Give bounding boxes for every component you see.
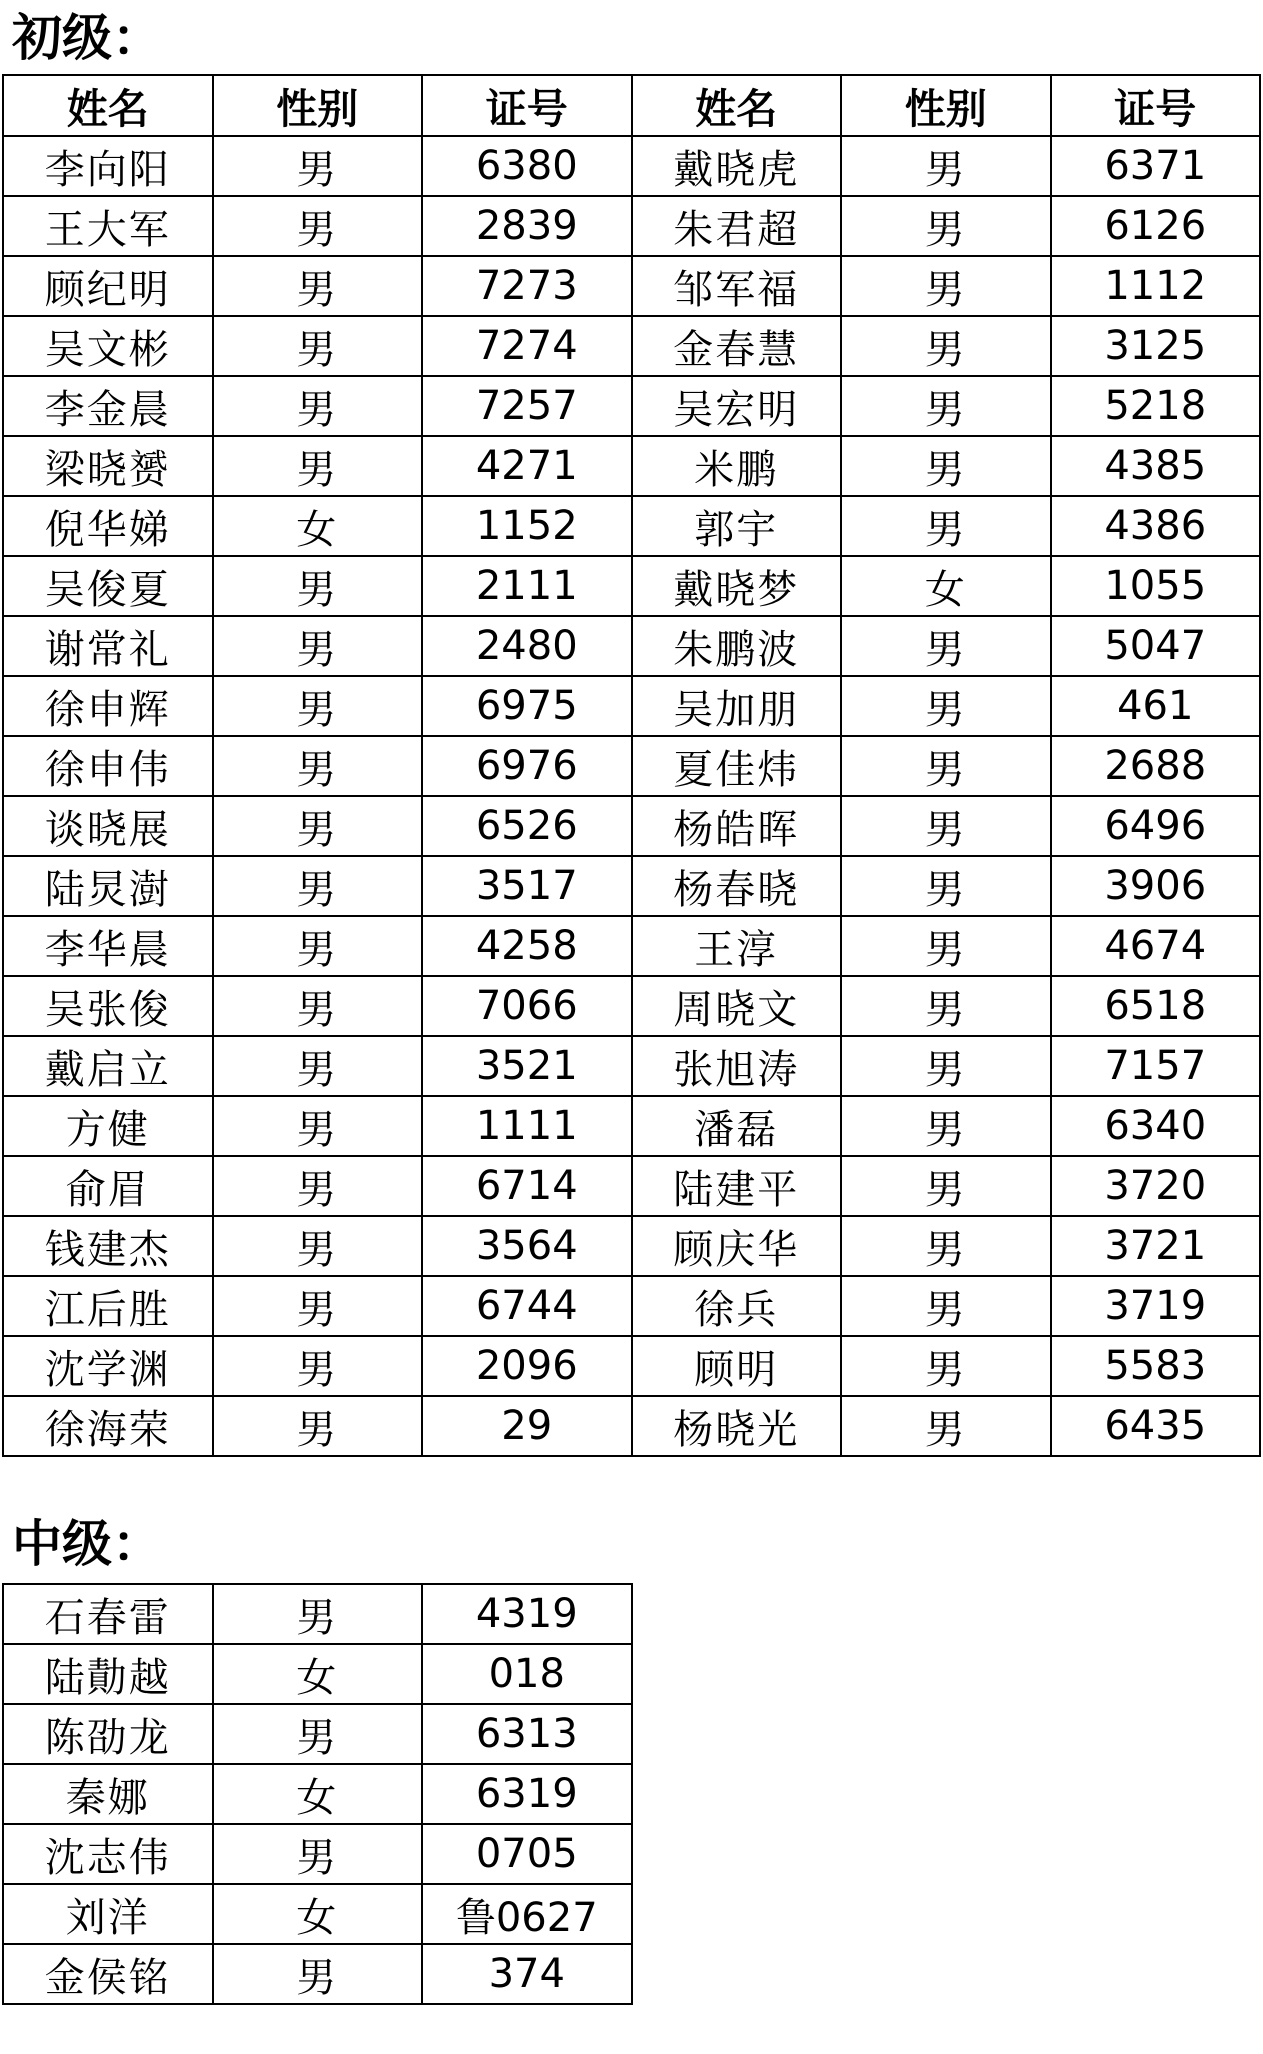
gender-cell: 男 — [213, 376, 423, 436]
name-cell: 陆建平 — [632, 1156, 842, 1216]
name-cell: 吴文彬 — [3, 316, 213, 376]
cert-no-cell: 6976 — [422, 736, 632, 796]
gender-cell: 男 — [213, 1396, 423, 1456]
table-row — [3, 1584, 632, 1644]
cert-no-cell: 6319 — [422, 1764, 632, 1824]
gender-cell: 男 — [213, 1096, 423, 1156]
gender-cell: 女 — [213, 1644, 423, 1704]
name-cell: 徐申辉 — [3, 676, 213, 736]
gender-cell: 男 — [213, 196, 423, 256]
gender-cell: 女 — [213, 1884, 423, 1944]
cert-no-cell: 3719 — [1051, 1276, 1261, 1336]
name-cell: 沈学渊 — [3, 1336, 213, 1396]
cert-no-cell: 7273 — [422, 256, 632, 316]
cert-no-cell: 1152 — [422, 496, 632, 556]
table-row — [3, 1396, 1260, 1456]
gender-cell: 男 — [213, 1036, 423, 1096]
gender-cell: 男 — [213, 1216, 423, 1276]
gender-cell: 男 — [841, 1396, 1051, 1456]
table-row — [3, 496, 1260, 556]
table-header-row — [3, 75, 1260, 136]
gender-cell: 男 — [841, 856, 1051, 916]
name-cell: 朱君超 — [632, 196, 842, 256]
name-cell: 李金晨 — [3, 376, 213, 436]
table-row — [3, 136, 1260, 196]
gender-cell: 男 — [213, 616, 423, 676]
gender-cell: 男 — [841, 136, 1051, 196]
table-row — [3, 856, 1260, 916]
table-row — [3, 436, 1260, 496]
gender-cell: 女 — [841, 556, 1051, 616]
gender-cell: 男 — [213, 916, 423, 976]
cert-no-cell: 鲁0627 — [422, 1884, 632, 1944]
cert-no-cell: 5218 — [1051, 376, 1261, 436]
table-row — [3, 1036, 1260, 1096]
primary-level-title: 初级： — [12, 9, 162, 67]
gender-cell: 男 — [841, 976, 1051, 1036]
name-cell: 沈志伟 — [3, 1824, 213, 1884]
table-row — [3, 376, 1260, 436]
header-gender: 性别 — [213, 75, 423, 136]
intermediate-level-rows — [3, 1584, 632, 2004]
gender-cell: 男 — [213, 736, 423, 796]
name-cell: 秦娜 — [3, 1764, 213, 1824]
gender-cell: 男 — [841, 676, 1051, 736]
cert-no-cell: 2111 — [422, 556, 632, 616]
name-cell: 米鹏 — [632, 436, 842, 496]
name-cell: 谈晓展 — [3, 796, 213, 856]
gender-cell: 男 — [841, 256, 1051, 316]
header-cert-no: 证号 — [1051, 75, 1261, 136]
name-cell: 夏佳炜 — [632, 736, 842, 796]
gender-cell: 男 — [841, 316, 1051, 376]
gender-cell: 男 — [841, 1216, 1051, 1276]
gender-cell: 男 — [213, 1584, 423, 1644]
primary-level-table — [2, 74, 1261, 1457]
name-cell: 俞眉 — [3, 1156, 213, 1216]
gender-cell: 男 — [213, 1704, 423, 1764]
cert-no-cell: 3521 — [422, 1036, 632, 1096]
gender-cell: 男 — [841, 1096, 1051, 1156]
cert-no-cell: 6518 — [1051, 976, 1261, 1036]
cert-no-cell: 6975 — [422, 676, 632, 736]
name-cell: 李向阳 — [3, 136, 213, 196]
table-row — [3, 1884, 632, 1944]
name-cell: 潘磊 — [632, 1096, 842, 1156]
table-row — [3, 676, 1260, 736]
cert-no-cell: 4319 — [422, 1584, 632, 1644]
name-cell: 陆勣越 — [3, 1644, 213, 1704]
gender-cell: 男 — [841, 376, 1051, 436]
cert-no-cell: 4258 — [422, 916, 632, 976]
gender-cell: 男 — [213, 316, 423, 376]
cert-no-cell: 6313 — [422, 1704, 632, 1764]
cert-no-cell: 29 — [422, 1396, 632, 1456]
name-cell: 徐申伟 — [3, 736, 213, 796]
cert-no-cell: 1111 — [422, 1096, 632, 1156]
cert-no-cell: 4271 — [422, 436, 632, 496]
gender-cell: 男 — [841, 1036, 1051, 1096]
table-row — [3, 1764, 632, 1824]
table-row — [3, 1704, 632, 1764]
cert-no-cell: 018 — [422, 1644, 632, 1704]
cert-no-cell: 2480 — [422, 616, 632, 676]
header-cert-no: 证号 — [422, 75, 632, 136]
gender-cell: 女 — [213, 496, 423, 556]
name-cell: 倪华娣 — [3, 496, 213, 556]
cert-no-cell: 0705 — [422, 1824, 632, 1884]
cert-no-cell: 6714 — [422, 1156, 632, 1216]
cert-no-cell: 5047 — [1051, 616, 1261, 676]
gender-cell: 男 — [841, 196, 1051, 256]
gender-cell: 男 — [213, 1276, 423, 1336]
cert-no-cell: 4386 — [1051, 496, 1261, 556]
gender-cell: 男 — [841, 796, 1051, 856]
cert-no-cell: 6340 — [1051, 1096, 1261, 1156]
name-cell: 顾纪明 — [3, 256, 213, 316]
table-row — [3, 1156, 1260, 1216]
table-row — [3, 616, 1260, 676]
name-cell: 张旭涛 — [632, 1036, 842, 1096]
table-row — [3, 736, 1260, 796]
gender-cell: 男 — [841, 1276, 1051, 1336]
name-cell: 戴启立 — [3, 1036, 213, 1096]
name-cell: 戴晓虎 — [632, 136, 842, 196]
name-cell: 王大军 — [3, 196, 213, 256]
cert-no-cell: 4385 — [1051, 436, 1261, 496]
name-cell: 徐海荣 — [3, 1396, 213, 1456]
name-cell: 邹军福 — [632, 256, 842, 316]
table-row — [3, 1096, 1260, 1156]
name-cell: 周晓文 — [632, 976, 842, 1036]
gender-cell: 男 — [213, 1824, 423, 1884]
name-cell: 方健 — [3, 1096, 213, 1156]
name-cell: 陈劭龙 — [3, 1704, 213, 1764]
name-cell: 刘洋 — [3, 1884, 213, 1944]
cert-no-cell: 4674 — [1051, 916, 1261, 976]
primary-level-rows — [3, 136, 1260, 1456]
cert-no-cell: 3906 — [1051, 856, 1261, 916]
intermediate-level-table — [2, 1583, 633, 2005]
cert-no-cell: 7274 — [422, 316, 632, 376]
gender-cell: 男 — [213, 1156, 423, 1216]
name-cell: 石春雷 — [3, 1584, 213, 1644]
table-row — [3, 1276, 1260, 1336]
gender-cell: 男 — [841, 1336, 1051, 1396]
gender-cell: 男 — [213, 1944, 423, 2004]
cert-no-cell: 6371 — [1051, 136, 1261, 196]
name-cell: 吴张俊 — [3, 976, 213, 1036]
gender-cell: 男 — [213, 136, 423, 196]
cert-no-cell: 374 — [422, 1944, 632, 2004]
name-cell: 江后胜 — [3, 1276, 213, 1336]
name-cell: 戴晓梦 — [632, 556, 842, 616]
name-cell: 吴宏明 — [632, 376, 842, 436]
table-row — [3, 916, 1260, 976]
table-row — [3, 1944, 632, 2004]
cert-no-cell: 6380 — [422, 136, 632, 196]
name-cell: 金春慧 — [632, 316, 842, 376]
cert-no-cell: 1055 — [1051, 556, 1261, 616]
cert-no-cell: 1112 — [1051, 256, 1261, 316]
gender-cell: 男 — [841, 916, 1051, 976]
header-gender: 性别 — [841, 75, 1051, 136]
table-row — [3, 976, 1260, 1036]
gender-cell: 男 — [841, 436, 1051, 496]
cert-no-cell: 3125 — [1051, 316, 1261, 376]
header-name: 姓名 — [3, 75, 213, 136]
name-cell: 金侯铭 — [3, 1944, 213, 2004]
cert-no-cell: 3517 — [422, 856, 632, 916]
cert-no-cell: 6744 — [422, 1276, 632, 1336]
gender-cell: 男 — [213, 556, 423, 616]
gender-cell: 男 — [213, 856, 423, 916]
table-row — [3, 1824, 632, 1884]
gender-cell: 男 — [213, 676, 423, 736]
gender-cell: 男 — [841, 736, 1051, 796]
cert-no-cell: 3721 — [1051, 1216, 1261, 1276]
cert-no-cell: 6126 — [1051, 196, 1261, 256]
gender-cell: 男 — [213, 256, 423, 316]
name-cell: 顾庆华 — [632, 1216, 842, 1276]
name-cell: 谢常礼 — [3, 616, 213, 676]
gender-cell: 男 — [213, 1336, 423, 1396]
cert-no-cell: 7066 — [422, 976, 632, 1036]
gender-cell: 女 — [213, 1764, 423, 1824]
cert-no-cell: 6496 — [1051, 796, 1261, 856]
name-cell: 朱鹏波 — [632, 616, 842, 676]
cert-no-cell: 2096 — [422, 1336, 632, 1396]
gender-cell: 男 — [841, 1156, 1051, 1216]
name-cell: 杨晓光 — [632, 1396, 842, 1456]
gender-cell: 男 — [213, 796, 423, 856]
header-name: 姓名 — [632, 75, 842, 136]
cert-no-cell: 6435 — [1051, 1396, 1261, 1456]
gender-cell: 男 — [841, 616, 1051, 676]
name-cell: 杨春晓 — [632, 856, 842, 916]
cert-no-cell: 461 — [1051, 676, 1261, 736]
cert-no-cell: 2839 — [422, 196, 632, 256]
name-cell: 陆炅澍 — [3, 856, 213, 916]
name-cell: 吴俊夏 — [3, 556, 213, 616]
name-cell: 吴加朋 — [632, 676, 842, 736]
table-row — [3, 1216, 1260, 1276]
gender-cell: 男 — [841, 496, 1051, 556]
table-row — [3, 1644, 632, 1704]
cert-no-cell: 5583 — [1051, 1336, 1261, 1396]
table-row — [3, 1336, 1260, 1396]
table-row — [3, 316, 1260, 376]
cert-no-cell: 7257 — [422, 376, 632, 436]
cert-no-cell: 3564 — [422, 1216, 632, 1276]
name-cell: 郭宇 — [632, 496, 842, 556]
table-row — [3, 196, 1260, 256]
name-cell: 徐兵 — [632, 1276, 842, 1336]
cert-no-cell: 7157 — [1051, 1036, 1261, 1096]
cert-no-cell: 3720 — [1051, 1156, 1261, 1216]
name-cell: 顾明 — [632, 1336, 842, 1396]
name-cell: 钱建杰 — [3, 1216, 213, 1276]
gender-cell: 男 — [213, 436, 423, 496]
intermediate-level-title: 中级： — [12, 1515, 162, 1573]
cert-no-cell: 2688 — [1051, 736, 1261, 796]
table-row — [3, 556, 1260, 616]
name-cell: 梁晓赟 — [3, 436, 213, 496]
table-row — [3, 256, 1260, 316]
table-row — [3, 796, 1260, 856]
cert-no-cell: 6526 — [422, 796, 632, 856]
gender-cell: 男 — [213, 976, 423, 1036]
name-cell: 李华晨 — [3, 916, 213, 976]
name-cell: 王淳 — [632, 916, 842, 976]
name-cell: 杨皓晖 — [632, 796, 842, 856]
